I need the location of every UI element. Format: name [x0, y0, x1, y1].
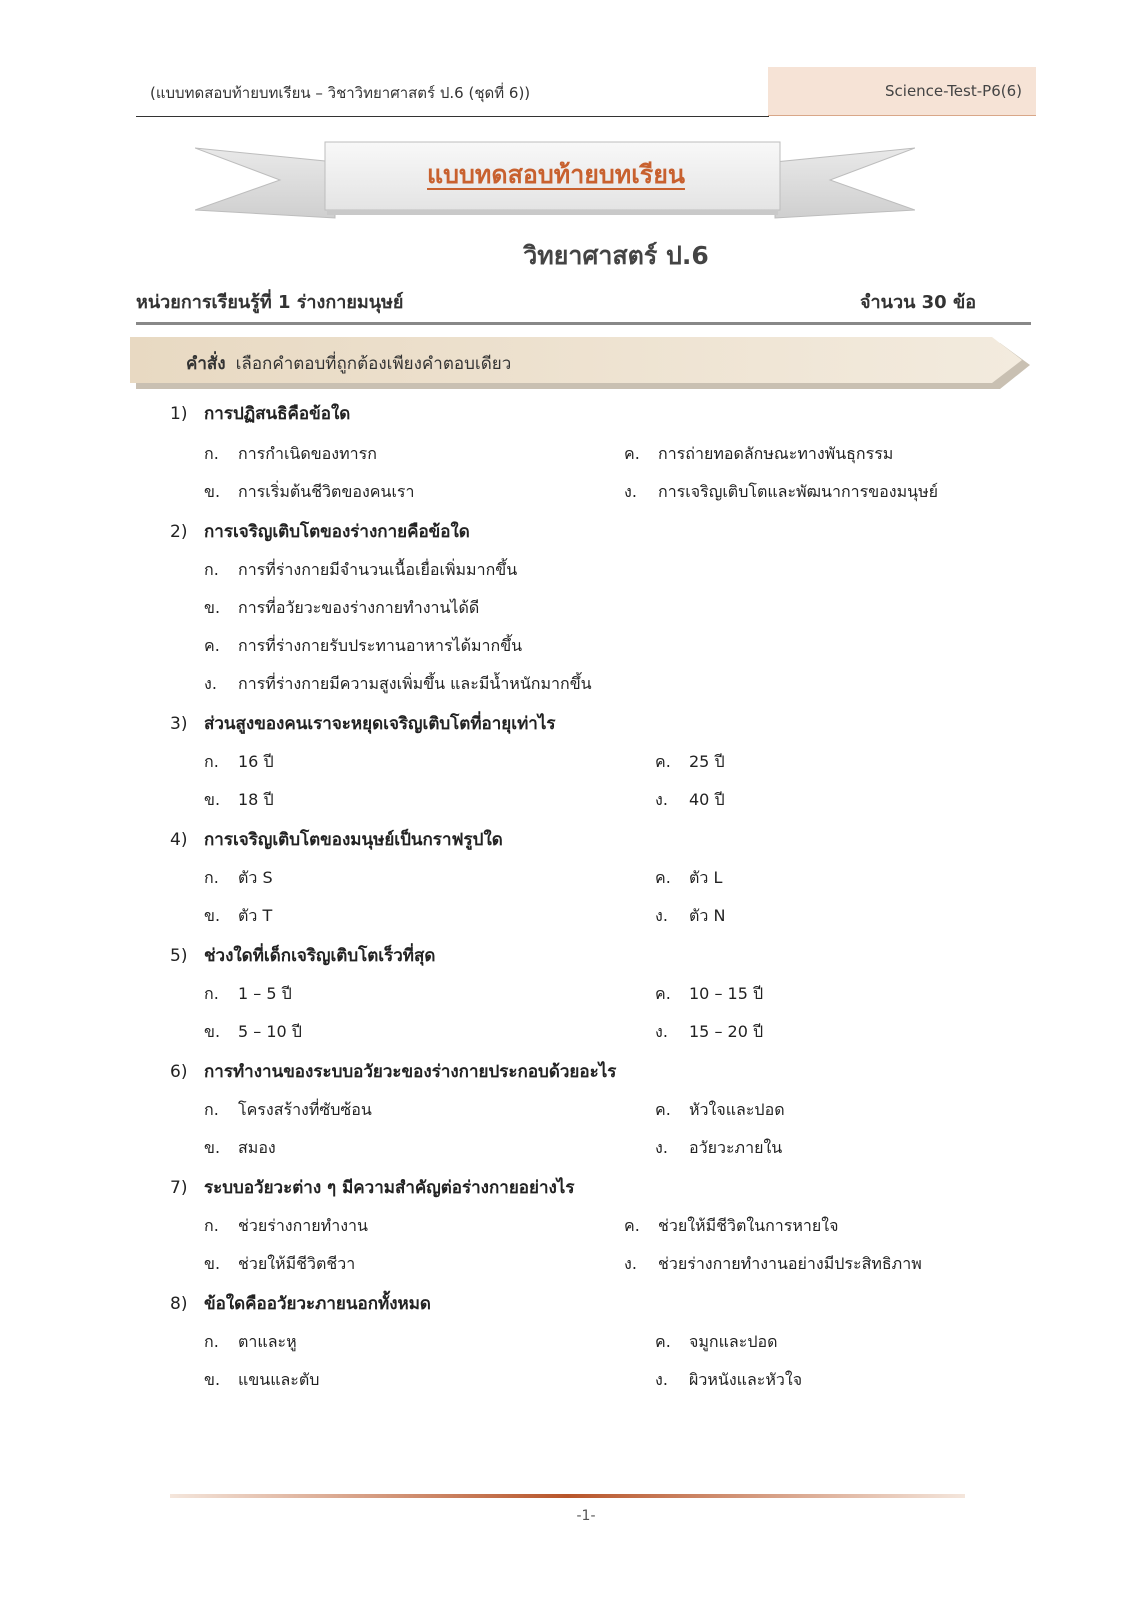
option-text: การเจริญเติบโตและพัฒนาการของมนุษย์ [658, 482, 938, 501]
question-number: 4) [170, 830, 188, 850]
option-key: ง. [655, 790, 668, 809]
option-text: ตัว N [689, 906, 726, 925]
footer-rule [170, 1494, 965, 1498]
option-key: ก. [204, 1100, 219, 1119]
option-key: ค. [655, 1332, 671, 1351]
option-key: ค. [204, 636, 220, 655]
option-key: ก. [204, 868, 219, 887]
option-5-d[interactable] [655, 1020, 763, 1045]
question-number: 1) [170, 404, 188, 424]
option-key: ง. [204, 674, 217, 693]
option-text: 15 – 20 ปี [689, 1022, 764, 1041]
option-4-d[interactable] [655, 904, 725, 929]
option-8-c[interactable] [655, 1330, 777, 1355]
ribbon-right-tail [775, 148, 915, 218]
option-text: 40 ปี [689, 790, 725, 809]
option-7-d[interactable] [624, 1252, 922, 1277]
option-key: ข. [204, 598, 221, 617]
question-number: 3) [170, 714, 188, 734]
question-number: 6) [170, 1062, 188, 1082]
option-key: ก. [204, 1332, 219, 1351]
ribbon-left-tail [195, 148, 335, 218]
option-text: สมอง [238, 1138, 276, 1157]
header-right-box [768, 67, 1036, 116]
question-5 [170, 942, 435, 969]
option-key: ก. [204, 560, 219, 579]
question-text: การเจริญเติบโตของมนุษย์เป็นกราฟรูปใด [204, 830, 503, 850]
option-4-c[interactable] [655, 866, 722, 891]
option-text: การเริ่มต้นชีวิตของคนเรา [238, 482, 415, 501]
question-number: 5) [170, 946, 188, 966]
option-text: ตัว L [689, 868, 723, 887]
option-key: ค. [655, 752, 671, 771]
option-2-a[interactable] [204, 558, 517, 583]
option-6-b[interactable] [204, 1136, 276, 1161]
option-3-b[interactable] [204, 788, 274, 813]
question-8 [170, 1290, 431, 1317]
header-left-text: (แบบทดสอบท้ายบทเรียน – วิชาวิทยาศาสตร์ ป.6 (ชุดที่ 6)) [150, 84, 531, 102]
option-5-c[interactable] [655, 982, 763, 1007]
banner-title: แบบทดสอบท้ายบทเรียน [427, 160, 685, 189]
option-6-c[interactable] [655, 1098, 785, 1123]
option-2-d[interactable] [204, 672, 592, 697]
question-text: ช่วงใดที่เด็กเจริญเติบโตเร็วที่สุด [204, 946, 436, 966]
instruction [186, 350, 511, 377]
question-number: 2) [170, 522, 188, 542]
option-1-b[interactable] [204, 480, 414, 505]
option-text: การที่อวัยวะของร่างกายทำงานได้ดี [238, 598, 480, 617]
option-3-a[interactable] [204, 750, 274, 775]
instruction-text: เลือกคำตอบที่ถูกต้องเพียงคำตอบเดียว [235, 354, 512, 374]
option-text: ช่วยร่างกายทำงานอย่างมีประสิทธิภาพ [658, 1254, 922, 1273]
option-key: ง. [624, 1254, 637, 1273]
option-text: ช่วยร่างกายทำงาน [238, 1216, 368, 1235]
option-text: อวัยวะภายใน [689, 1138, 783, 1157]
question-text: ระบบอวัยวะต่าง ๆ มีความสำคัญต่อร่างกายอย่างไร [204, 1178, 575, 1198]
question-text: การเจริญเติบโตของร่างกายคือข้อใด [204, 522, 470, 542]
option-key: ง. [655, 906, 668, 925]
unit-title: หน่วยการเรียนรู้ที่ 1 ร่างกายมนุษย์ [136, 292, 404, 313]
option-key: ค. [655, 868, 671, 887]
question-3 [170, 710, 556, 737]
header-code: Science-Test-P6(6) [885, 82, 1022, 100]
option-text: ผิวหนังและหัวใจ [689, 1370, 803, 1389]
option-key: ค. [624, 1216, 640, 1235]
option-text: การกำเนิดของทารก [238, 444, 377, 463]
option-6-d[interactable] [655, 1136, 782, 1161]
option-4-b[interactable] [204, 904, 272, 929]
option-text: 10 – 15 ปี [689, 984, 764, 1003]
option-text: การที่ร่างกายมีความสูงเพิ่มขึ้น และมีน้ำหนักมากขึ้น [238, 674, 592, 693]
option-key: ก. [204, 752, 219, 771]
question-number: 8) [170, 1294, 188, 1314]
option-text: ตัว T [238, 906, 273, 925]
option-5-a[interactable] [204, 982, 292, 1007]
option-8-d[interactable] [655, 1368, 802, 1393]
question-number: 7) [170, 1178, 188, 1198]
option-text: โครงสร้างที่ซับซ้อน [238, 1100, 372, 1119]
option-8-b[interactable] [204, 1368, 319, 1393]
question-text: การปฏิสนธิคือข้อใด [204, 404, 351, 424]
header-rule [136, 116, 769, 117]
option-key: ง. [655, 1138, 668, 1157]
option-text: หัวใจและปอด [689, 1100, 785, 1119]
option-2-b[interactable] [204, 596, 479, 621]
option-key: ก. [204, 444, 219, 463]
question-4 [170, 826, 503, 853]
option-key: ก. [204, 1216, 219, 1235]
subject-title: วิทยาศาสตร์ ป.6 [523, 241, 709, 270]
option-text: การถ่ายทอดลักษณะทางพันธุกรรม [658, 444, 894, 463]
option-text: ตัว S [238, 868, 273, 887]
option-key: ข. [204, 1370, 221, 1389]
option-3-c[interactable] [655, 750, 725, 775]
question-6 [170, 1058, 616, 1085]
option-key: ง. [624, 482, 637, 501]
option-6-a[interactable] [204, 1098, 372, 1123]
option-key: ข. [204, 482, 221, 501]
option-7-a[interactable] [204, 1214, 368, 1239]
option-2-c[interactable] [204, 634, 522, 659]
option-text: 25 ปี [689, 752, 725, 771]
option-text: ช่วยให้มีชีวิตชีวา [238, 1254, 356, 1273]
option-text: การที่ร่างกายมีจำนวนเนื้อเยื่อเพิ่มมากขึ้น [238, 560, 518, 579]
page-number: -1- [576, 1508, 596, 1524]
option-7-c[interactable] [624, 1214, 838, 1239]
option-key: ข. [204, 1254, 221, 1273]
question-7 [170, 1174, 574, 1201]
option-text: ตาและหู [238, 1332, 297, 1351]
option-key: ข. [204, 906, 221, 925]
option-key: ข. [204, 790, 221, 809]
question-text: ส่วนสูงของคนเราจะหยุดเจริญเติบโตที่อายุเท่าไร [204, 714, 556, 734]
option-key: ง. [655, 1370, 668, 1389]
option-key: ค. [655, 1100, 671, 1119]
option-key: ก. [204, 984, 219, 1003]
option-key: ค. [655, 984, 671, 1003]
question-text: ข้อใดคืออวัยวะภายนอกทั้งหมด [204, 1294, 431, 1314]
option-key: ค. [624, 444, 640, 463]
unit-rule [136, 322, 1031, 325]
option-1-a[interactable] [204, 442, 377, 467]
question-2 [170, 518, 470, 545]
option-text: 18 ปี [238, 790, 274, 809]
option-5-b[interactable] [204, 1020, 302, 1045]
option-text: แขนและตับ [238, 1370, 320, 1389]
option-text: จมูกและปอด [689, 1332, 778, 1351]
option-3-d[interactable] [655, 788, 725, 813]
option-key: ง. [655, 1022, 668, 1041]
question-text: การทำงานของระบบอวัยวะของร่างกายประกอบด้วยอะไร [204, 1062, 617, 1082]
option-text: การที่ร่างกายรับประทานอาหารได้มากขึ้น [238, 636, 523, 655]
option-7-b[interactable] [204, 1252, 355, 1277]
option-text: 1 – 5 ปี [238, 984, 292, 1003]
option-text: 5 – 10 ปี [238, 1022, 302, 1041]
option-key: ข. [204, 1138, 221, 1157]
instruction-label: คำสั่ง [186, 354, 226, 374]
option-text: ช่วยให้มีชีวิตในการหายใจ [658, 1216, 839, 1235]
option-text: 16 ปี [238, 752, 274, 771]
option-8-a[interactable] [204, 1330, 297, 1355]
option-1-d[interactable] [624, 480, 938, 505]
question-count: จำนวน 30 ข้อ [860, 292, 977, 313]
option-4-a[interactable] [204, 866, 273, 891]
option-1-c[interactable] [624, 442, 893, 467]
question-1 [170, 400, 350, 427]
option-key: ข. [204, 1022, 221, 1041]
